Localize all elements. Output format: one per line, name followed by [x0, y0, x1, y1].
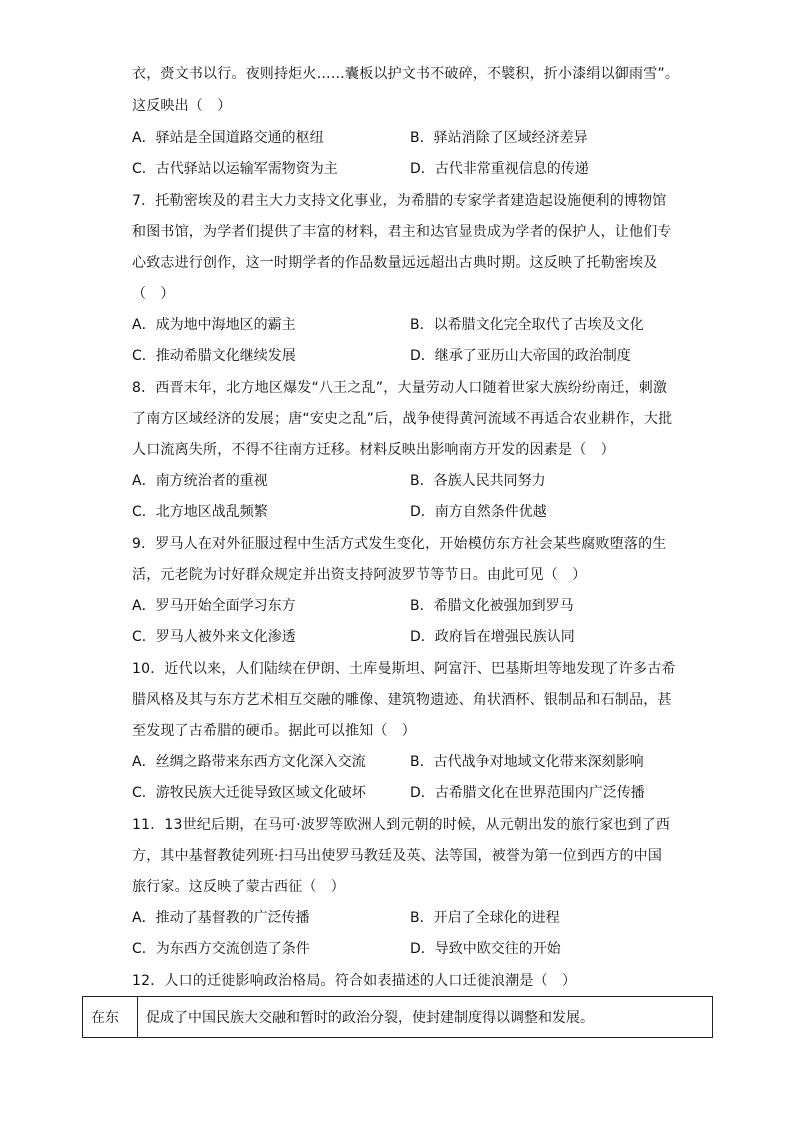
option-b: B．各族人民共同努力: [410, 473, 546, 489]
question-9-stem: 9．罗马人在对外征服过程中生活方式发生变化，开始模仿东方社会某些腐败堕落的生: [132, 536, 667, 552]
table-cell-label: 在东: [83, 997, 138, 1038]
option-d: D．南方自然条件优越: [410, 504, 547, 520]
table-row: [83, 997, 713, 1038]
option-b: B．希腊文化被强加到罗马: [410, 598, 574, 614]
question-text-line: 方，其中基督教徒列班·扫马出使罗马教廷及英、法等国，被誉为第一位到西方的中国: [132, 848, 663, 864]
question-text-line: 至发现了古希腊的硬币。据此可以推知（ ）: [132, 723, 416, 739]
option-c: C．为东西方交流创造了条件: [132, 941, 310, 957]
question-11-stem: 11．13世纪后期，在马可·波罗等欧洲人到元朝的时候，从元朝出发的旅行家也到了西: [132, 817, 671, 833]
table-cell-content: 促成了中国民族大交融和暂时的政治分裂，使封建制度得以调整和发展。: [138, 997, 713, 1038]
question-text-line: 旅行家。这反映了蒙古西征（ ）: [132, 879, 345, 895]
option-c: C．北方地区战乱频繁: [132, 504, 268, 520]
option-a: A．南方统治者的重视: [132, 473, 268, 489]
question-text-line: （ ）: [132, 286, 175, 302]
question-7-stem: 7．托勒密埃及的君主大力支持文化事业，为希腊的专家学者建造起设施便利的博物馆: [132, 193, 667, 209]
option-c: C．古代驿站以运输军需物资为主: [132, 161, 338, 177]
question-text-line: 这反映出（ ）: [132, 98, 232, 114]
option-a: A．罗马开始全面学习东方: [132, 598, 296, 614]
question-text-line: 衣，赍文书以行。夜则持炬火……囊板以护文书不破碎，不襞积，折小漆绢以御雨雪”。: [132, 66, 680, 82]
option-d: D．古代非常重视信息的传递: [410, 161, 589, 177]
question-10-stem: 10．近代以来，人们陆续在伊朗、土库曼斯坦、阿富汗、巴基斯坦等地发现了许多古希: [132, 661, 676, 677]
question-text-line: 人口流离失所，不得不往南方迁移。材料反映出影响南方开发的因素是（ ）: [132, 442, 615, 458]
option-d: D．古希腊文化在世界范围内广泛传播: [410, 785, 645, 801]
option-b: B．开启了全球化的进程: [410, 910, 560, 926]
option-d: D．继承了亚历山大帝国的政治制度: [410, 348, 631, 364]
option-d: D．导致中欧交往的开始: [410, 941, 561, 957]
option-c: C．推动希腊文化继续发展: [132, 348, 296, 364]
option-a: A．驿站是全国道路交通的枢纽: [132, 130, 324, 146]
option-d: D．政府旨在增强民族认同: [410, 629, 575, 645]
option-a: A．成为地中海地区的霸主: [132, 317, 296, 333]
question-text-line: 了南方区域经济的发展；唐“安史之乱”后，战争使得黄河流域不再适合农业耕作，大批: [132, 411, 673, 427]
option-c: C．罗马人被外来文化渗透: [132, 629, 296, 645]
question-text-line: 和图书馆，为学者们提供了丰富的材料，君主和达官显贵成为学者的保护人，让他们专: [132, 224, 672, 240]
question-text-line: 心致志进行创作，这一时期学者的作品数量远远超出古典时期。这反映了托勒密埃及: [132, 255, 658, 271]
question-text-line: 腊风格及其与东方艺术相互交融的雕像、建筑物遗迹、角状酒杯、银制品和石制品，甚: [132, 692, 672, 708]
option-a: A．丝绸之路带来东西方文化深入交流: [132, 754, 366, 770]
question-text-line: 活，元老院为讨好群众规定并出资支持阿波罗节等节日。由此可见（ ）: [132, 567, 587, 583]
question-8-stem: 8．西晋末年，北方地区爆发“八王之乱”，大量劳动人口随着世家大族纷纷南迁，刺激: [132, 380, 668, 396]
option-a: A．推动了基督教的广泛传播: [132, 910, 310, 926]
option-b: B．以希腊文化完全取代了古埃及文化: [410, 317, 644, 333]
question-12-stem: 12．人口的迁徙影响政治格局。符合如表描述的人口迁徙浪潮是（ ）: [132, 973, 577, 989]
option-b: B．驿站消除了区域经济差异: [410, 130, 588, 146]
option-c: C．游牧民族大迁徙导致区域文化破坏: [132, 785, 366, 801]
migration-table: [82, 996, 713, 1038]
option-b: B．古代战争对地域文化带来深刻影响: [410, 754, 644, 770]
